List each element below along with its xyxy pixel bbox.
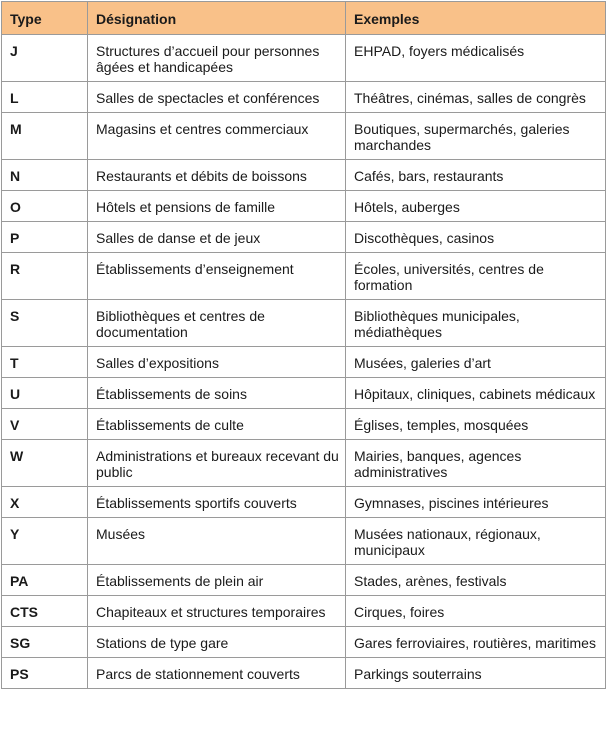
type-cell: P [2,222,88,253]
table-row [2,627,606,658]
type-cell: SG [2,627,88,658]
table-row [2,658,606,689]
examples-cell: Discothèques, casinos [346,222,606,253]
designation-cell: Administrations et bureaux recevant du public [88,440,346,487]
table-body [2,35,606,689]
examples-cell: Cirques, foires [346,596,606,627]
designation-cell: Parcs de stationnement couverts [88,658,346,689]
table-row [2,378,606,409]
table-row [2,565,606,596]
examples-cell: Écoles, universités, centres de formation [346,253,606,300]
table-row [2,191,606,222]
table-row [2,518,606,565]
type-cell: X [2,487,88,518]
examples-cell: Hôtels, auberges [346,191,606,222]
table-row [2,440,606,487]
table-row [2,82,606,113]
table-row [2,160,606,191]
type-cell: PS [2,658,88,689]
type-cell: O [2,191,88,222]
designation-cell: Chapiteaux et structures temporaires [88,596,346,627]
designation-cell: Établissements de plein air [88,565,346,596]
type-cell: S [2,300,88,347]
examples-cell: Hôpitaux, cliniques, cabinets médicaux [346,378,606,409]
designation-cell: Établissements sportifs couverts [88,487,346,518]
examples-cell: Musées, galeries d’art [346,347,606,378]
designation-cell: Magasins et centres commerciaux [88,113,346,160]
examples-cell: Mairies, banques, agences administratives [346,440,606,487]
examples-cell: EHPAD, foyers médicalisés [346,35,606,82]
table-row [2,35,606,82]
table-row [2,222,606,253]
header-type: Type [2,2,88,35]
table-row [2,253,606,300]
type-cell: U [2,378,88,409]
type-cell: V [2,409,88,440]
designation-cell: Stations de type gare [88,627,346,658]
designation-cell: Salles de spectacles et conférences [88,82,346,113]
examples-cell: Théâtres, cinémas, salles de congrès [346,82,606,113]
designation-cell: Structures d’accueil pour personnes âgées et handicapées [88,35,346,82]
type-cell: Y [2,518,88,565]
examples-cell: Boutiques, supermarchés, galeries marchandes [346,113,606,160]
type-cell: L [2,82,88,113]
table-row [2,347,606,378]
designation-cell: Restaurants et débits de boissons [88,160,346,191]
designation-cell: Hôtels et pensions de famille [88,191,346,222]
designation-cell: Bibliothèques et centres de documentation [88,300,346,347]
type-cell: J [2,35,88,82]
designation-cell: Établissements de soins [88,378,346,409]
designation-cell: Musées [88,518,346,565]
type-cell: CTS [2,596,88,627]
examples-cell: Stades, arènes, festivals [346,565,606,596]
examples-cell: Gares ferroviaires, routières, maritimes [346,627,606,658]
table-row [2,596,606,627]
examples-cell: Églises, temples, mosquées [346,409,606,440]
designation-cell: Salles d’expositions [88,347,346,378]
designation-cell: Établissements d’enseignement [88,253,346,300]
type-cell: M [2,113,88,160]
examples-cell: Musées nationaux, régionaux, municipaux [346,518,606,565]
type-cell: PA [2,565,88,596]
header-examples: Exemples [346,2,606,35]
header-row [2,2,606,35]
type-cell: N [2,160,88,191]
type-cell: R [2,253,88,300]
table-row [2,300,606,347]
examples-cell: Parkings souterrains [346,658,606,689]
designation-cell: Établissements de culte [88,409,346,440]
designation-cell: Salles de danse et de jeux [88,222,346,253]
table-row [2,409,606,440]
erp-types-table [1,1,606,689]
header-designation: Désignation [88,2,346,35]
table-row [2,113,606,160]
type-cell: W [2,440,88,487]
type-cell: T [2,347,88,378]
table-row [2,487,606,518]
examples-cell: Cafés, bars, restaurants [346,160,606,191]
examples-cell: Bibliothèques municipales, médiathèques [346,300,606,347]
examples-cell: Gymnases, piscines intérieures [346,487,606,518]
